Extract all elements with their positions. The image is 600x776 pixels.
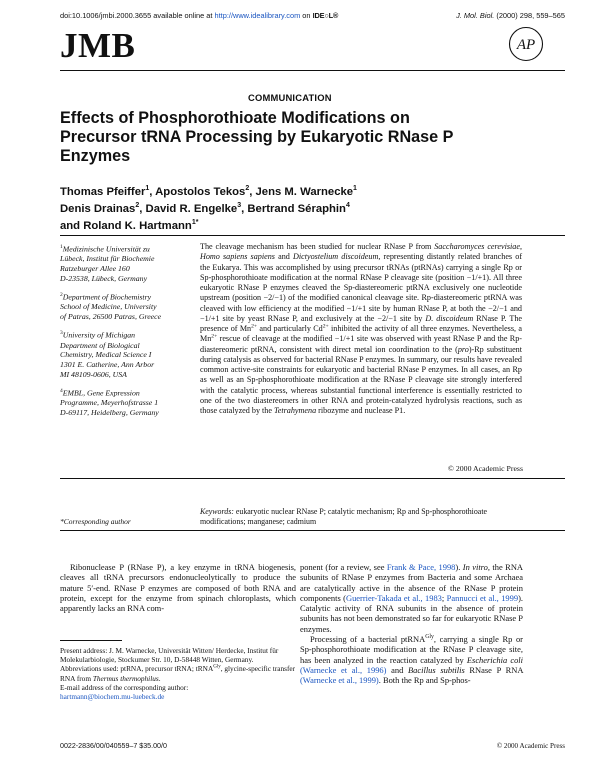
ideal-brand: IDE○L® (312, 11, 339, 20)
author-list (60, 182, 480, 232)
section-label: COMMUNICATION (248, 92, 332, 103)
publisher-logo-text: AP (516, 37, 536, 53)
on-text: on (302, 11, 311, 20)
footnote-rule (60, 640, 122, 641)
footnote-address: Present address: J. M. Warnecke, Universität Witten/ Herdecke, Institut für Molekularbiologie, Stockumer Str. 10, D-58448 Witten, Germany. (60, 646, 279, 665)
page-footer (60, 742, 565, 750)
footnotes (60, 646, 296, 701)
keywords-text: eukaryotic nuclear RNase P; catalytic mechanism; Rp and Sp-phosphorothioate modifications; manganese; cadmium (200, 507, 488, 526)
body-paragraph-1: Ribonuclease P (RNase P), a key enzyme in tRNA biogenesis, cleaves all tRNA precursors endonucleolytically to produce the mature 5′-end. RNase P enzymes are composed of both RNA and protein, except for the enzyme from spinach chloroplasts, which apparently lacks an RNA com- (60, 562, 296, 614)
keywords (200, 507, 522, 527)
footer-code: 0022-2836/00/040559–7 $35.00/0 (60, 742, 167, 750)
journal-logo: JMB (60, 26, 136, 65)
ref-warnecke-1999[interactable]: (Warnecke et al., 1999) (300, 675, 379, 686)
footnote-abbreviations: Abbreviations used: ptRNA, precursor tRNA; tRNA$^{Gly}$, glycine-specific transfer RNA from Thermus thermophilus. (60, 664, 296, 683)
body-column-1 (60, 562, 296, 613)
abstract: The cleavage mechanism has been studied for nuclear RNase P from Saccharomyces cerevisiae, Homo sapiens sapiens and Dictyostelium discoideum, representing distantly related branches of the Eukarya. This was accomplished by using precursor tRNAs (ptRNAs) carrying a single Rp or Sp-phosphorothioate modification at the normal RNase P cleavage site (position −1/+1). All three eukaryotic RNase P enzymes cleaved the Sp-diastereomeric ptRNA exclusively one nucleotide upstream (position −2/−1) of the modified canonical cleavage site. Rp-diastereomeric ptRNA was cleaved with low efficiency at the modified −1/+1 site by human RNase P, at both the −2/−1 and −1/+1 site by yeast RNase P, and exclusively at the −2/−1 site by D. discoideum RNase P. The presence of $Mn^{2+}$ and particularly $Cd^{2+}$ inhibited the activity of all three enzymes. Nevertheless, a $Mn^{2+}$ rescue of cleavage at the modified −1/+1 site was observed with yeast RNase P and the Rp-diastereomeric ptRNA, consistent with direct metal ion coordination to the (pro)-Rp substituent during catalysis as observed for bacterial RNase P enzymes. In summary, our results have revealed common active-site constraints for eukaryotic and bacterial RNase P enzymes. In all cases, an Rp as well as an Sp-phosphorothioate modification at the RNase P cleavage site strongly interfered with the catalytic process, whereas substantial functional interference is essentially restricted to one of the two diastereomers in other RNA and protein-catalyzed hydrolysis reactions, such as those catalyzed by the Tetrahymena ribozyme and nuclease P1. (200, 242, 523, 415)
body-top-rule (60, 530, 565, 531)
header-line (60, 11, 565, 20)
footer-copyright: © 2000 Academic Press (496, 742, 565, 750)
abstract-top-rule (60, 235, 565, 236)
body-paragraph-3: Processing of a bacterial ptRNA$^{Gly}$, carrying a single Rp or Sp-phosphorothioate modification at the RNase P cleavage site, has been analyzed in the reaction catalyzed by Escherichia coli (Warnecke et al., 1996) and Bacillus subtilis RNase P RNA (Warnecke et al., 1999). Both the Rp and Sp-phos- (300, 634, 524, 686)
abstract-copyright: © 2000 Academic Press (448, 464, 523, 473)
affiliations (60, 243, 190, 425)
author-line-1: Thomas Pfeiffer$^1$, Apostolos Tekos$^2$, Jens M. Warnecke$^1$ (60, 185, 357, 198)
body-column-2 (300, 562, 523, 686)
idealibrary-link[interactable]: http://www.idealibrary.com (214, 11, 301, 20)
citation-journal: J. Mol. Biol. (456, 11, 495, 20)
affiliation-2: $^2$Department of Biochemistry School of Medicine, University of Patras, 26500 Patras, Greece (60, 291, 162, 322)
body-paragraph-2: ponent (for a review, see Frank & Pace, 1998). In vitro, the RNA subunits of RNase P enzymes from Bacteria and some Archaea are catalytically active in the absence of the RNase P protein components (Guerrier-Takada et al., 1983; Pannucci et al., 1999). Catalytic activity of RNA subunits in the absence of protein subunits has not been demonstrated so far for eukaryotic RNase P enzymes. (300, 562, 523, 634)
citation-volume: (2000) 298, 559–565 (496, 11, 565, 20)
ref-warnecke-1996[interactable]: (Warnecke et al., 1996) (300, 664, 387, 675)
ref-guerrier-takada[interactable]: Guerrier-Takada et al., 1983 (345, 592, 442, 603)
corresponding-author-note: *Corresponding author (60, 517, 131, 526)
author-line-2: Denis Drainas$^2$, David R. Engelke$^3$, Bertrand Séraphin$^4$ (60, 201, 350, 215)
author-line-3: and Roland K. Hartmann$^{1*}$ (60, 218, 199, 232)
corresponding-email-link[interactable]: hartmann@biochem.mu-luebeck.de (60, 692, 165, 702)
affiliation-1: $^1$Medizinische Universität zu Lübeck, Institut für Biochemie Ratzeburger Allee 160 D-23538, Lübeck, Germany (60, 244, 155, 284)
abstract-bottom-rule (60, 478, 565, 479)
footnote-email-label: E-mail address of the corresponding author: (60, 682, 189, 692)
keywords-label: Keywords: (200, 507, 234, 516)
citation (456, 11, 565, 20)
affiliation-3: $^3$University of Michigan Department of Biological Chemistry, Medical Science I 1301 E. Catherine, Ann Arbor MI 48109-0606, USA (60, 330, 155, 380)
ref-frank-pace[interactable]: Frank & Pace, 1998 (386, 562, 456, 572)
affiliation-4: $^4$EMBL, Gene Expression Programme, Meyerhofstrasse 1 D-69117, Heidelberg, Germany (60, 387, 159, 418)
article-title: Effects of Phosphorothioate Modifications on Precursor tRNA Processing by Eukaryotic RNase P Enzymes (60, 109, 454, 165)
doi-text: doi:10.1006/jmbi.2000.3655 available online at (60, 11, 213, 20)
ref-pannucci[interactable]: Pannucci et al., 1999 (446, 592, 519, 603)
header-rule (60, 70, 565, 71)
publisher-logo (508, 26, 544, 62)
